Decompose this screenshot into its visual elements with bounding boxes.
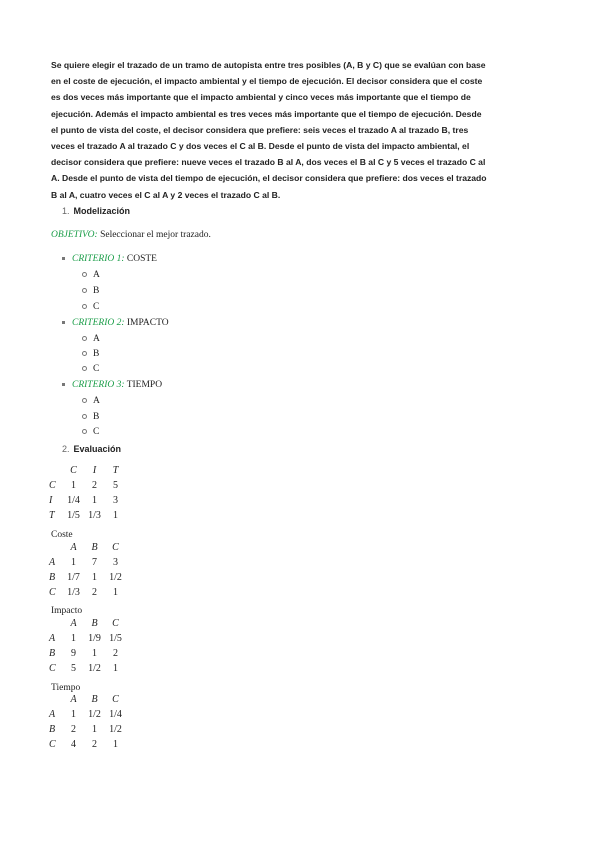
- matrix-row: [49, 508, 126, 523]
- circle-bullet-icon: [82, 398, 87, 403]
- matrix-cell: 1/9: [88, 633, 101, 644]
- matrix-cell: 3: [113, 495, 118, 506]
- option-label: B: [93, 412, 100, 422]
- column-header: C: [112, 694, 119, 705]
- problem-statement: [51, 57, 551, 203]
- matrix-cell: 2: [92, 739, 97, 750]
- matrix-cell: 2: [113, 648, 118, 659]
- row-header: C: [49, 480, 56, 491]
- bullet-icon: [62, 257, 65, 260]
- section-number: 1.: [62, 206, 70, 216]
- criterion-label: CRITERIO 2:: [72, 318, 125, 328]
- matrix-cell: 1/3: [88, 510, 101, 521]
- criteria-comparison-matrix: [49, 463, 126, 523]
- option-item: [82, 396, 100, 406]
- row-header: B: [49, 572, 56, 583]
- objective-text: Seleccionar el mejor trazado.: [97, 230, 211, 240]
- option-label: C: [93, 364, 100, 374]
- column-header: T: [112, 465, 119, 476]
- intro-line: A. Desde el punto de vista del tiempo de ejecución, el decisor considera que prefiere: dos veces el trazado: [51, 173, 487, 184]
- option-label: A: [93, 270, 100, 280]
- matrix-cell: 1/3: [67, 587, 80, 598]
- circle-bullet-icon: [82, 366, 87, 371]
- circle-bullet-icon: [82, 288, 87, 293]
- bullet-icon: [62, 383, 65, 386]
- column-header: A: [70, 694, 77, 705]
- circle-bullet-icon: [82, 351, 87, 356]
- matrix-cell: 1: [113, 739, 118, 750]
- matrix-cell: 1: [113, 587, 118, 598]
- option-item: [82, 270, 100, 280]
- option-label: B: [93, 286, 100, 296]
- matrix-cell: 1/4: [67, 495, 80, 506]
- matrix-cell: 2: [71, 724, 76, 735]
- option-label: A: [93, 396, 100, 406]
- objective-label: OBJETIVO:: [51, 230, 98, 240]
- matrix-cell: 1/4: [109, 709, 122, 720]
- intro-line: en el coste de ejecución, el impacto ambiental y el tiempo de ejecución. El decisor considera que el coste: [51, 76, 483, 87]
- matrix-row: [49, 631, 126, 646]
- matrix-cell: 2: [92, 587, 97, 598]
- criterion-item-tiempo: [62, 380, 162, 390]
- criterion-label: CRITERIO 3:: [72, 380, 125, 390]
- matrix-cell: 1: [71, 633, 76, 644]
- option-label: C: [93, 302, 100, 312]
- section-heading-modelizacion: [62, 206, 130, 216]
- matrix-row: [49, 661, 126, 676]
- intro-line: ejecución. Además el impacto ambiental es tres veces más importante que el tiempo de ejecución. Desde: [51, 108, 482, 119]
- option-item: [82, 286, 99, 296]
- matrix-title-coste: Coste: [51, 530, 73, 540]
- criterion-name: COSTE: [124, 254, 157, 264]
- matrix-row: [49, 737, 126, 752]
- matrix-cell: 1: [113, 510, 118, 521]
- row-header: B: [49, 724, 56, 735]
- column-header: C: [112, 618, 119, 629]
- matrix-cell: 1/5: [109, 633, 122, 644]
- matrix-cell: 1: [71, 557, 76, 568]
- option-item: [82, 412, 99, 422]
- row-header: I: [49, 495, 53, 506]
- column-header: I: [92, 465, 97, 476]
- matrix-cell: 1/2: [88, 663, 101, 674]
- section-title: Modelización: [73, 206, 131, 216]
- matrix-cell: 1: [92, 495, 97, 506]
- row-header: B: [49, 648, 56, 659]
- row-header: T: [49, 510, 55, 521]
- matrix-row: [49, 585, 126, 600]
- option-item: [82, 349, 99, 359]
- matrix-cell: 1/7: [67, 572, 80, 583]
- option-label: A: [93, 334, 100, 344]
- option-label: B: [93, 349, 100, 359]
- column-header: C: [112, 542, 119, 553]
- option-label: C: [93, 427, 100, 437]
- row-header: C: [49, 587, 56, 598]
- circle-bullet-icon: [82, 336, 87, 341]
- matrix-cell: 1: [92, 648, 97, 659]
- bullet-icon: [62, 321, 65, 324]
- matrix-row: [49, 646, 126, 661]
- tiempo-comparison-matrix: [49, 692, 126, 752]
- matrix-cell: 7: [92, 557, 97, 568]
- matrix-cell: 2: [92, 480, 97, 491]
- matrix-row: [49, 570, 126, 585]
- section-title: Evaluación: [73, 444, 122, 454]
- matrix-cell: 5: [113, 480, 118, 491]
- option-item: [82, 334, 100, 344]
- intro-line: decisor considera que prefiere: nueve veces el trazado B al A, dos veces el B al C y 5 veces el trazado C al: [51, 157, 486, 168]
- option-item: [82, 302, 99, 312]
- intro-line: el punto de vista del coste, el decisor considera que prefiere: seis veces el trazado A al trazado B, tres: [51, 124, 469, 135]
- matrix-cell: 1: [71, 709, 76, 720]
- matrix-cell: 4: [71, 739, 76, 750]
- matrix-title-tiempo: Tiempo: [51, 683, 81, 693]
- matrix-header-row: [49, 616, 126, 631]
- section-heading-evaluacion: [62, 444, 121, 454]
- matrix-cell: 5: [71, 663, 76, 674]
- matrix-cell: 3: [113, 557, 118, 568]
- column-header: B: [91, 618, 98, 629]
- matrix-cell: 1/2: [88, 709, 101, 720]
- matrix-row: [49, 478, 126, 493]
- option-item: [82, 364, 99, 374]
- row-header: A: [49, 633, 56, 644]
- matrix-header-row: [49, 692, 126, 707]
- coste-comparison-matrix: [49, 540, 126, 600]
- column-header: A: [70, 618, 77, 629]
- matrix-row: [49, 493, 126, 508]
- matrix-cell: 9: [71, 648, 76, 659]
- criterion-label: CRITERIO 1:: [72, 254, 125, 264]
- matrix-header-row: [49, 540, 126, 555]
- row-header: C: [49, 663, 56, 674]
- row-header: C: [49, 739, 56, 750]
- matrix-header-row: [49, 463, 126, 478]
- matrix-cell: 1: [113, 663, 118, 674]
- matrix-cell: 1: [71, 480, 76, 491]
- matrix-title-impacto: Impacto: [51, 606, 83, 616]
- matrix-cell: 1/5: [67, 510, 80, 521]
- intro-line: Se quiere elegir el trazado de un tramo de autopista entre tres posibles (A, B y C) que se evalúan con base: [51, 60, 486, 70]
- objective-line: [51, 230, 211, 240]
- matrix-cell: 1/2: [109, 572, 122, 583]
- intro-line: B al A, cuatro veces el C al A y 2 veces el trazado C al B.: [51, 189, 281, 200]
- matrix-cell: 1: [92, 572, 97, 583]
- criterion-name: IMPACTO: [124, 318, 169, 328]
- section-number: 2.: [62, 444, 70, 454]
- option-item: [82, 427, 99, 437]
- matrix-row: [49, 555, 126, 570]
- criterion-item-impacto: [62, 318, 169, 328]
- column-header: B: [91, 542, 98, 553]
- matrix-cell: 1: [92, 724, 97, 735]
- impacto-comparison-matrix: [49, 616, 126, 676]
- row-header: A: [49, 557, 56, 568]
- column-header: C: [70, 465, 77, 476]
- circle-bullet-icon: [82, 304, 87, 309]
- circle-bullet-icon: [82, 272, 87, 277]
- intro-line: es dos veces más importante que el impacto ambiental y cinco veces más importante que el tiempo de: [51, 92, 471, 103]
- criterion-name: TIEMPO: [124, 380, 163, 390]
- circle-bullet-icon: [82, 414, 87, 419]
- circle-bullet-icon: [82, 429, 87, 434]
- matrix-row: [49, 722, 126, 737]
- criterion-item-coste: [62, 254, 157, 264]
- row-header: A: [49, 709, 56, 720]
- intro-line: veces el trazado A al trazado C y dos veces el C al B. Desde el punto de vista del impacto ambiental, el: [51, 141, 470, 152]
- matrix-cell: 1/2: [109, 724, 122, 735]
- column-header: A: [70, 542, 77, 553]
- matrix-row: [49, 707, 126, 722]
- column-header: B: [91, 694, 98, 705]
